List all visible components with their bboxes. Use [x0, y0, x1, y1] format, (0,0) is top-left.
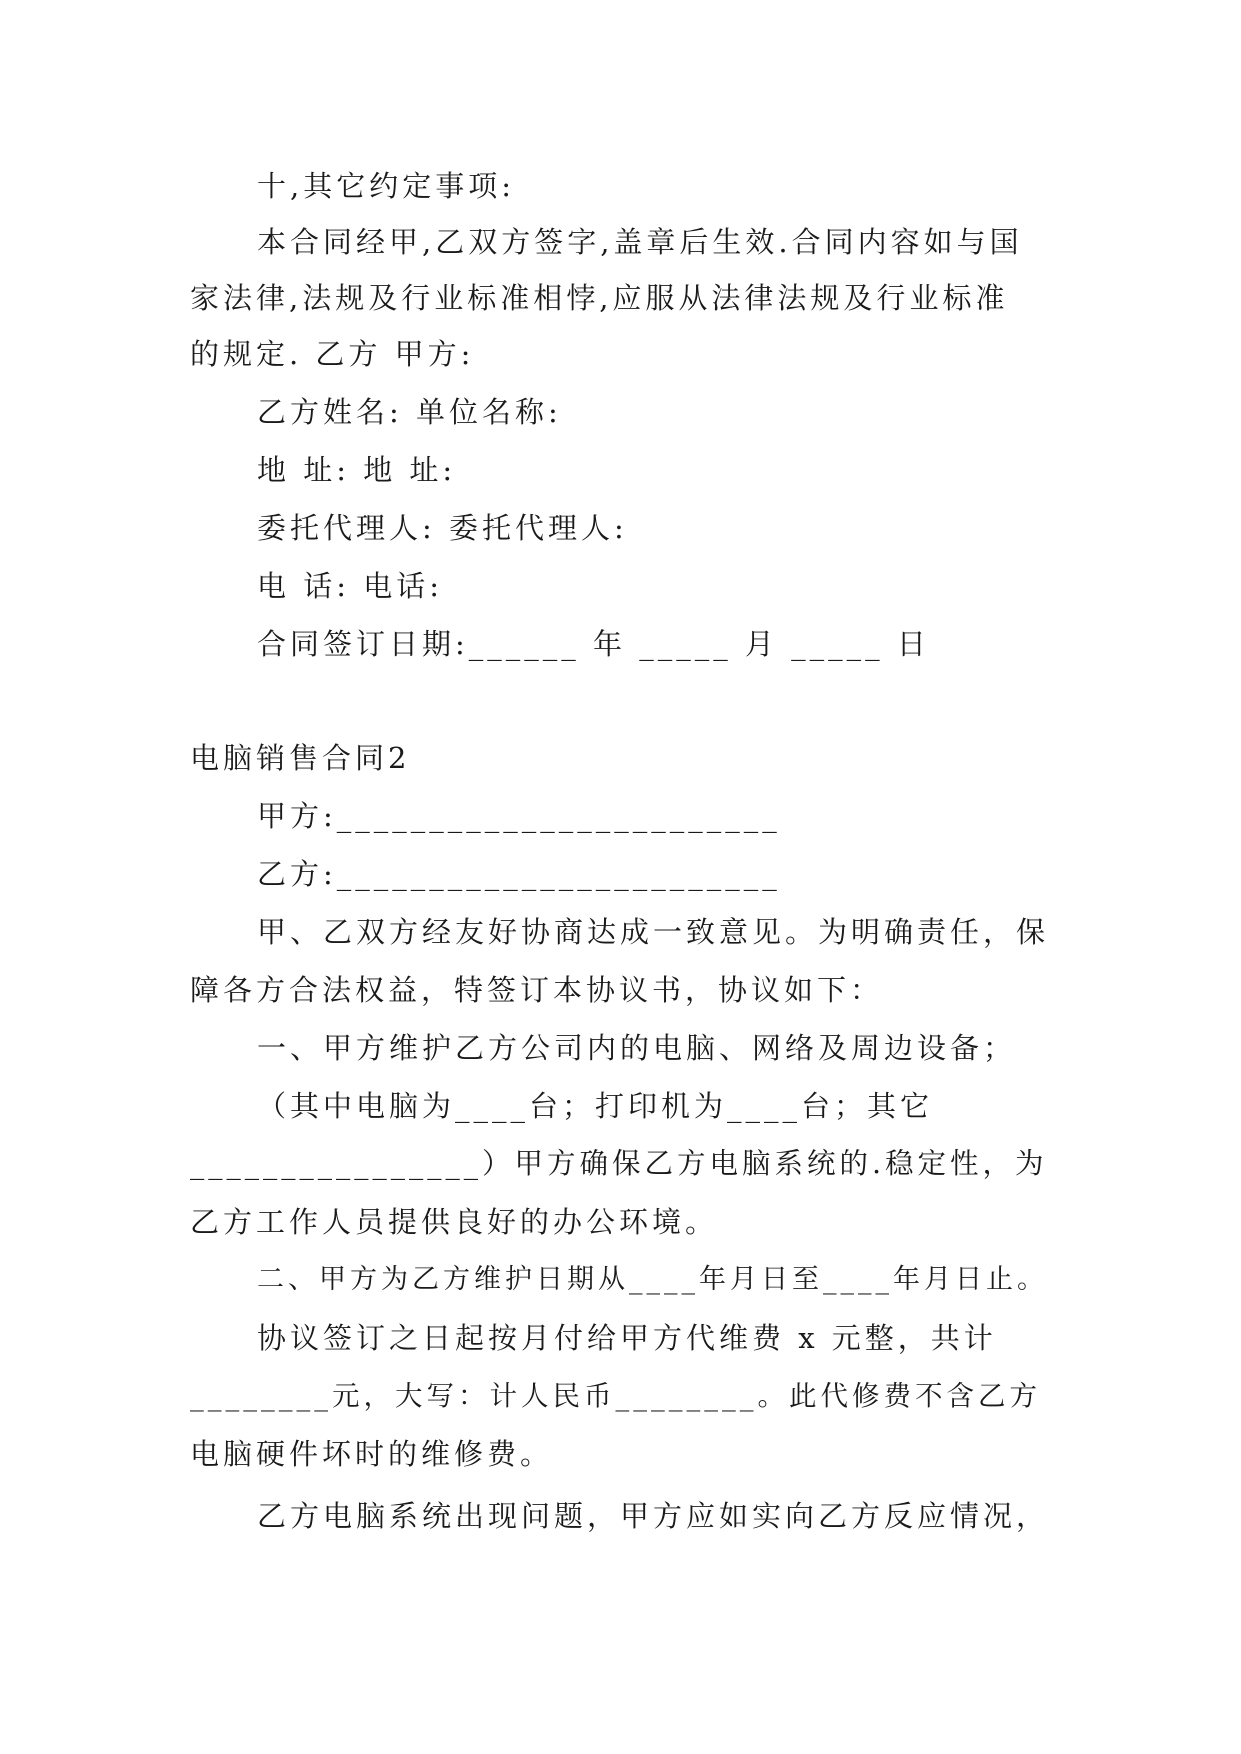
- clause-10-heading: 十,其它约定事项:: [257, 169, 515, 203]
- paragraph-line: ________________）甲方确保乙方电脑系统的.稳定性，为: [190, 1147, 1048, 1180]
- clause-1-line: 一、甲方维护乙方公司内的电脑、网络及周边设备；: [257, 1031, 1017, 1065]
- address-line: 地 址: 地 址:: [257, 453, 457, 487]
- paragraph-line: 本合同经甲,乙双方签字,盖章后生效.合同内容如与国: [257, 225, 1023, 259]
- paragraph-line: 甲、乙双方经友好协商达成一致意见。为明确责任，保: [257, 915, 1050, 949]
- paragraph-line: 电脑硬件坏时的维修费。: [190, 1437, 554, 1471]
- paragraph-line: 的规定. 乙方 甲方:: [190, 337, 475, 371]
- paragraph-line: 协议签订之日起按月付给甲方代维费 x 元整，共计: [257, 1321, 997, 1355]
- clause-2-line: 二、甲方为乙方维护日期从____年月日至____年月日止。: [257, 1264, 1048, 1295]
- party-a-line: 甲方:________________________: [257, 799, 781, 833]
- contract-2-title: 电脑销售合同2: [190, 741, 411, 775]
- party-name-line: 乙方姓名: 单位名称:: [257, 395, 562, 429]
- paragraph-line: 乙方电脑系统出现问题，甲方应如实向乙方反应情况，: [257, 1499, 1050, 1533]
- agent-line: 委托代理人: 委托代理人:: [257, 511, 628, 545]
- paragraph-line: 障各方合法权益，特签订本协议书，协议如下：: [190, 973, 884, 1007]
- paragraph-line: ________元，大写：计人民币________。此代修费不含乙方: [190, 1380, 1041, 1412]
- party-b-line: 乙方:________________________: [257, 857, 781, 891]
- signing-date-line: 合同签订日期:______ 年 _____ 月 _____ 日: [257, 627, 930, 661]
- paragraph-line: （其中电脑为____台；打印机为____台；其它: [257, 1089, 934, 1123]
- paragraph-line: 乙方工作人员提供良好的办公环境。: [190, 1205, 719, 1239]
- phone-line: 电 话: 电话:: [257, 569, 443, 603]
- paragraph-line: 家法律,法规及行业标准相悖,应服从法律法规及行业标准: [190, 281, 1009, 315]
